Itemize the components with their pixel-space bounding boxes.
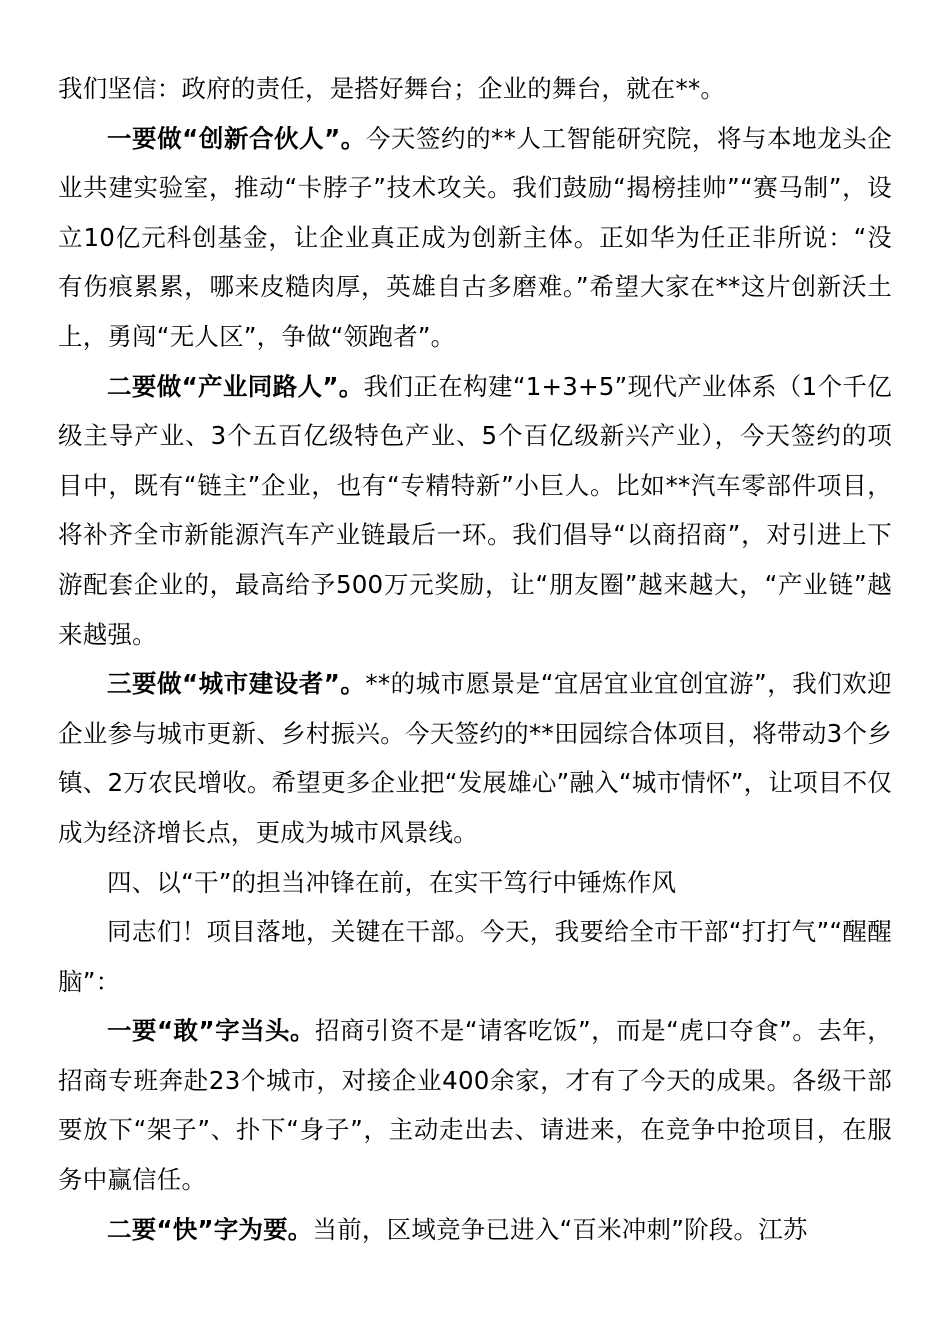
paragraph-text: 同志们！项目落地，关键在干部。今天，我要给全市干部“打打气”“醒醒脑”： — [58, 917, 892, 996]
paragraph-fast — [58, 1205, 892, 1255]
paragraph-lead: 三要做“城市建设者”。 — [107, 669, 366, 699]
paragraph-city-builder — [58, 659, 892, 857]
paragraph-lead: 一要“敢”字当头。 — [107, 1016, 316, 1046]
paragraph-intro — [58, 64, 892, 114]
paragraph-text: 当前，区域竞争已进入“百米冲刺”阶段。江苏 — [312, 1214, 808, 1244]
paragraph-lead: 二要“快”字为要。 — [107, 1214, 313, 1244]
paragraph-cadres-intro — [58, 907, 892, 1006]
paragraph-industry-partner — [58, 362, 892, 660]
paragraph-text: 我们坚信：政府的责任，是搭好舞台；企业的舞台，就在**。 — [58, 74, 726, 103]
paragraph-text: 今天签约的**人工智能研究院，将与本地龙头企业共建实验室，推动“卡脖子”技术攻关。我们鼓励“揭榜挂帅”“赛马制”，设立10亿元科创基金，让企业真正成为创新主体。正如华为任正非所说：“没有伤痕累累，哪来皮糙肉厚，英雄自古多磨难。”希望大家在**这片创新沃土上，勇闯“无人区”，争做“领跑者”。 — [58, 123, 892, 351]
paragraph-text: 我们正在构建“1+3+5”现代产业体系（1个千亿级主导产业、3个五百亿级特色产业、5个百亿级新兴产业），今天签约的项目中，既有“链主”企业，也有“专精特新”小巨人。比如**汽车零部件项目，将补齐全市新能源汽车产业链最后一环。我们倡导“以商招商”，对引进上下游配套企业的，最高给予500万元奖励，让“朋友圈”越来越大，“产业链”越来越强。 — [58, 371, 892, 649]
section-heading — [58, 858, 892, 908]
paragraph-innovation-partner — [58, 114, 892, 362]
document-body — [58, 64, 892, 1254]
paragraph-lead: 二要做“产业同路人”。 — [107, 371, 364, 401]
paragraph-text: **的城市愿景是“宜居宜业宜创宜游”，我们欢迎企业参与城市更新、乡村振兴。今天签约的**田园综合体项目，将带动3个乡镇、2万农民增收。希望更多企业把“发展雄心”融入“城市情怀”，让项目不仅成为经济增长点，更成为城市风景线。 — [58, 669, 893, 847]
section-heading-text: 四、以“干”的担当冲锋在前，在实干笃行中锤炼作风 — [107, 867, 677, 897]
paragraph-dare — [58, 1006, 892, 1204]
paragraph-text: 招商引资不是“请客吃饭”，而是“虎口夺食”。去年，招商专班奔赴23个城市，对接企业400余家，才有了今天的成果。各级干部要放下“架子”、扑下“身子”，主动走出去、请进来，在竞争中抢项目，在服务中赢信任。 — [58, 1016, 892, 1195]
paragraph-lead: 一要做“创新合伙人”。 — [107, 123, 366, 153]
